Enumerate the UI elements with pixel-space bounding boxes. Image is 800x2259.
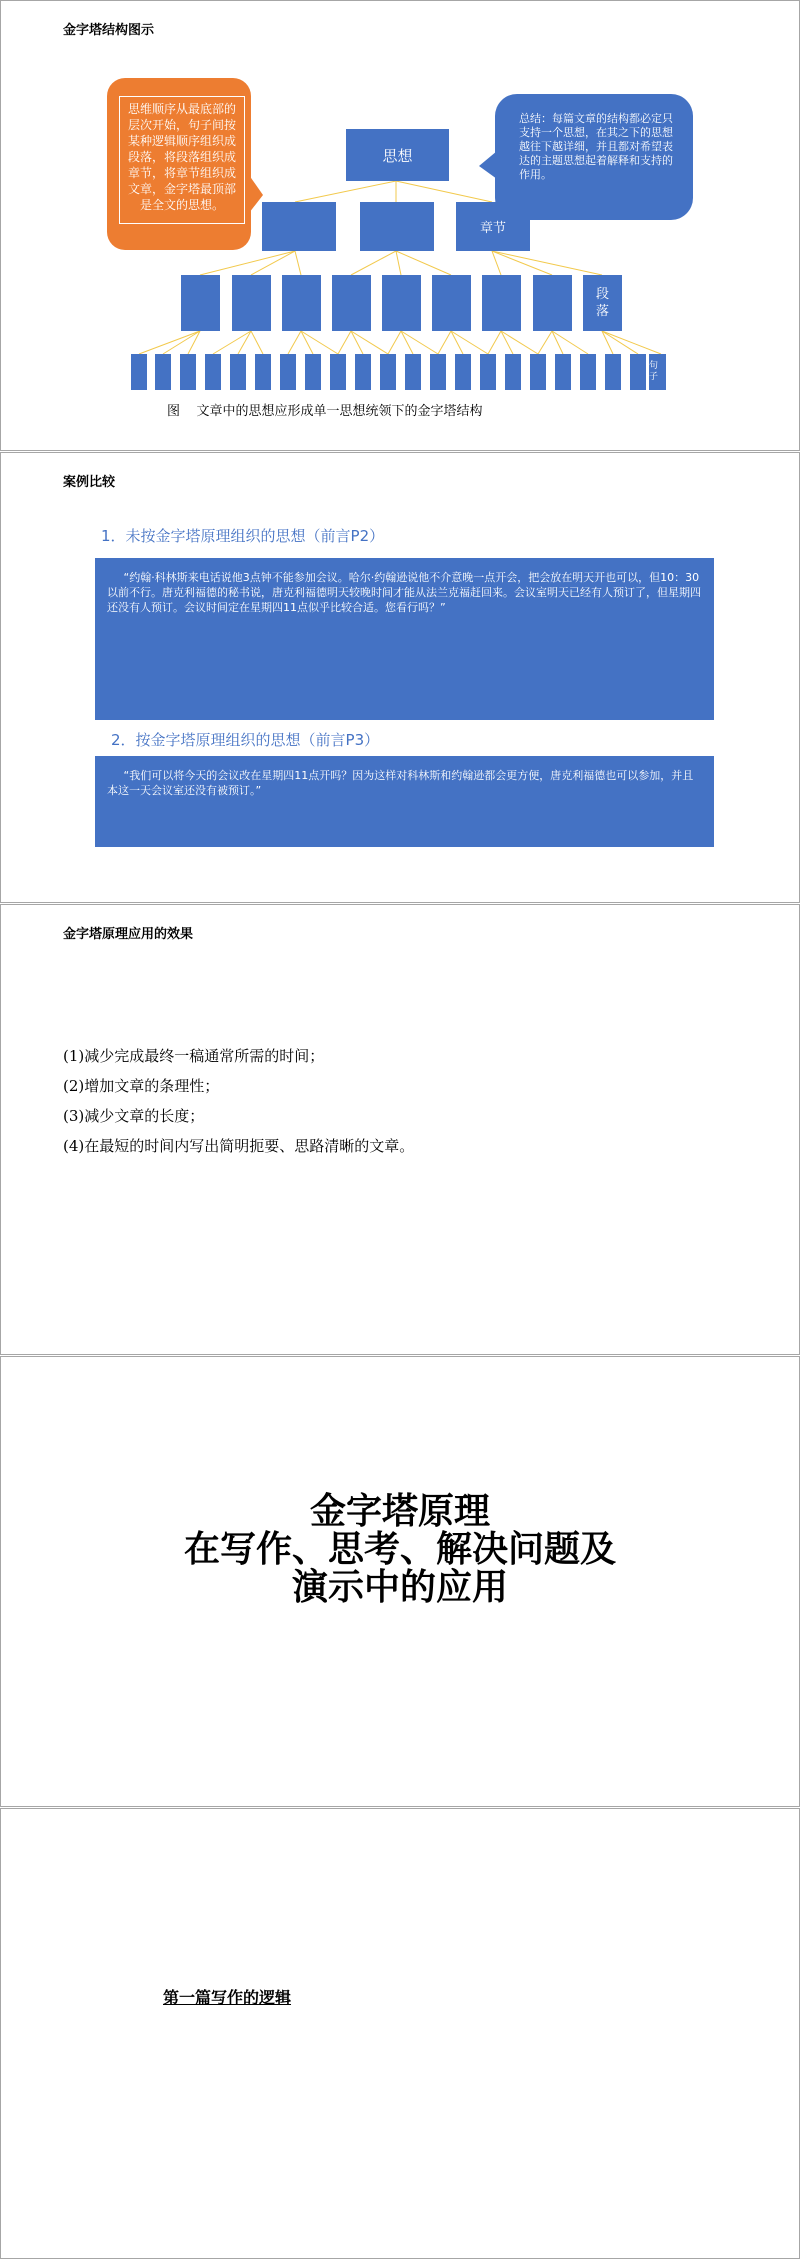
- sentence-node: [580, 354, 596, 390]
- pyramid-level3-node: [282, 275, 321, 331]
- sentence-node: [355, 354, 371, 390]
- slide-title: 金字塔结构图示: [63, 23, 155, 38]
- slide-part-one: [0, 1808, 800, 2259]
- sentence-node: [230, 354, 246, 390]
- effect-item: (2)增加文章的条理性；: [63, 1077, 220, 1095]
- case2-text-box: “我们可以将今天的会议改在星期四11点开吗？因为这样对科林斯和约翰逊都会更方便，唐克利福德也可以参加，并且本这一天会议室还没有被预订。”: [95, 756, 714, 847]
- pyramid-top-node: 思想: [346, 129, 449, 181]
- right-callout-pointer: [479, 151, 499, 181]
- sentence-node: [530, 354, 546, 390]
- case1-text-box: “约翰·科林斯来电话说他3点钟不能参加会议。哈尔·约翰逊说他不介意晚一点开会，把会放在明天开也可以，但10：30以前不行。唐克利福德的秘书说，唐克利福德明天较晚时间才能从法兰克福赶回来。会议室明天已经有人预订了，但星期四还没有人预订。会议时间定在星期四11点似乎比较合适。您看行吗？”: [95, 558, 714, 720]
- left-callout-text: 思维顺序从最底部的层次开始，句子间按某种逻辑顺序组织成段落，将段落组织成章节，将章节组织成文章，金字塔最顶部是全文的思想。: [119, 96, 245, 224]
- sentence-node: [255, 354, 271, 390]
- right-callout: 总结：每篇文章的结构都必定只支持一个思想，在其之下的思想越往下越详细，并且都对希望表达的主题思想起着解释和支持的作用。: [495, 94, 693, 220]
- section-title-line: 演示中的应用: [291, 1567, 508, 1608]
- sentence-node: [305, 354, 321, 390]
- sentence-node: [280, 354, 296, 390]
- sentence-node-labeled: [649, 354, 666, 390]
- pyramid-paragraph-node: [583, 275, 622, 331]
- sentence-node: [155, 354, 171, 390]
- pyramid-level3-node: [432, 275, 471, 331]
- effect-item: (4)在最短的时间内写出简明扼要、思路清晰的文章。: [63, 1137, 415, 1155]
- slide-title: 金字塔原理应用的效果: [63, 927, 194, 942]
- section-title-line: 在写作、思考、解决问题及: [183, 1529, 616, 1570]
- sentence-node-label: 句子: [649, 361, 659, 382]
- pyramid-chapter-node: 章节: [456, 202, 530, 251]
- slide-case-comparison: [0, 452, 800, 903]
- sentence-node: [205, 354, 221, 390]
- part-title: 第一篇写作的逻辑: [163, 1988, 292, 2007]
- effect-item: (1)减少完成最终一稿通常所需的时间；: [63, 1047, 325, 1065]
- pyramid-level3-node: [533, 275, 572, 331]
- sentence-node: [330, 354, 346, 390]
- sentence-node: [505, 354, 521, 390]
- pyramid-level4-row: [131, 354, 666, 390]
- figure-caption: 图 文章中的思想应形成单一思想统领下的金字塔结构: [167, 404, 483, 419]
- pyramid-level3-node: [332, 275, 371, 331]
- section-title-line: 金字塔原理: [309, 1491, 490, 1532]
- effect-item: (3)减少文章的长度；: [63, 1107, 205, 1125]
- sentence-node: [180, 354, 196, 390]
- pyramid-level2-node: [360, 202, 434, 251]
- sentence-node: [380, 354, 396, 390]
- paragraph-node-label: 段落: [595, 287, 609, 319]
- pyramid-level3-node: [382, 275, 421, 331]
- pyramid-level3-node: [232, 275, 271, 331]
- sentence-node: [430, 354, 446, 390]
- pyramid-level3-node: [181, 275, 220, 331]
- sentence-node: [480, 354, 496, 390]
- pyramid-level3-node: [482, 275, 521, 331]
- case1-heading: 1．未按金字塔原理组织的思想（前言P2）: [101, 527, 385, 545]
- case2-heading: 2．按金字塔原理组织的思想（前言P3）: [111, 731, 380, 749]
- sentence-node: [630, 354, 646, 390]
- slide-effects: [0, 904, 800, 1355]
- sentence-node: [131, 354, 147, 390]
- sentence-node: [405, 354, 421, 390]
- slide-title: 案例比较: [63, 475, 116, 490]
- sentence-node: [555, 354, 571, 390]
- slide-pyramid-diagram: [0, 0, 800, 451]
- pyramid-level2-node: [262, 202, 336, 251]
- slide-section-title: [0, 1356, 800, 1807]
- sentence-node: [455, 354, 471, 390]
- sentence-node: [605, 354, 621, 390]
